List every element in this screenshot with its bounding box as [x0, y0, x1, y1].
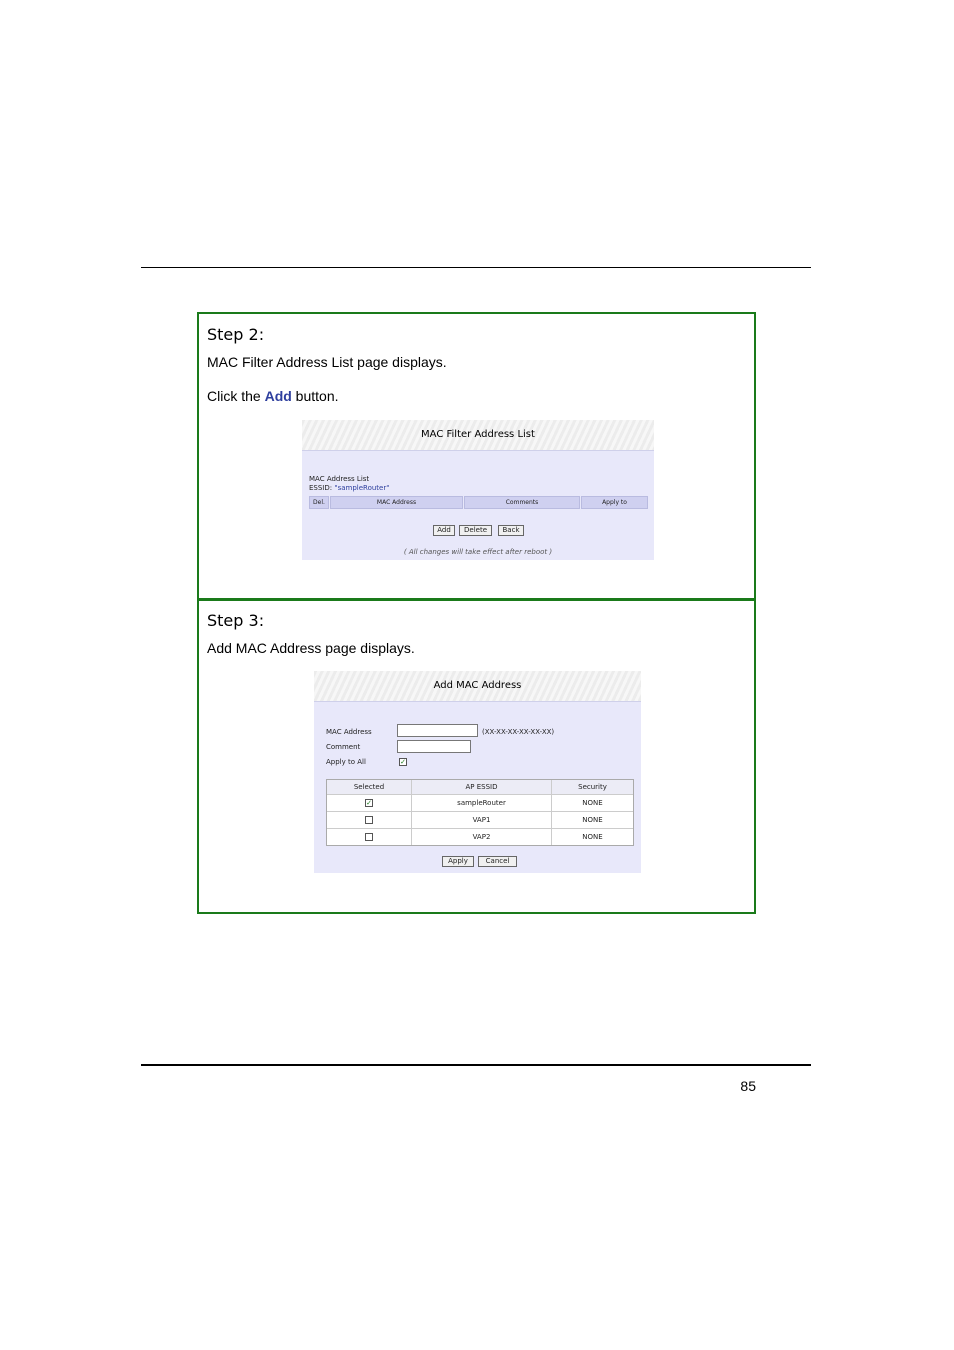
table-row	[327, 795, 633, 812]
row-security: NONE	[582, 816, 603, 824]
col-security: Security	[578, 783, 607, 791]
apply-button[interactable]: Apply	[442, 856, 474, 867]
mac-address-input[interactable]	[397, 724, 478, 737]
apply-to-all-checkbox[interactable]: ✓	[400, 758, 406, 766]
col-ap-essid: AP ESSID	[412, 780, 552, 794]
row-security: NONE	[582, 833, 603, 841]
footer-rule	[141, 1064, 811, 1066]
reboot-note: ( All changes will take effect after reboot )	[403, 548, 553, 556]
essid-line: ESSID: "sampleRouter"	[309, 484, 390, 492]
step-2-box	[197, 312, 756, 601]
row-essid: VAP1	[412, 812, 552, 828]
row-security: NONE	[582, 799, 603, 807]
step-3-description: Add MAC Address page displays.	[207, 640, 415, 656]
row-select-checkbox[interactable]: ✓	[366, 799, 372, 807]
header-rule	[141, 267, 811, 268]
delete-button[interactable]: Delete	[459, 525, 492, 536]
mac-format-hint: (XX-XX-XX-XX-XX-XX)	[482, 728, 555, 736]
col-selected: Selected	[327, 780, 412, 794]
mac-address-label: MAC Address	[326, 728, 372, 736]
step-3-box	[197, 598, 756, 914]
mac-filter-list-screenshot	[302, 420, 654, 560]
step-2-title: Step 2:	[207, 325, 265, 344]
back-button[interactable]: Back	[498, 525, 524, 536]
row-essid: VAP2	[412, 829, 552, 845]
add-keyword: Add	[264, 388, 292, 404]
step-2-instruction: Click the Add button.	[207, 388, 339, 404]
table-row	[327, 812, 633, 829]
panel-title: MAC Filter Address List	[302, 420, 654, 451]
panel-title: Add MAC Address	[314, 671, 641, 702]
row-essid: sampleRouter	[412, 795, 552, 811]
vap-table	[326, 779, 634, 846]
col-mac-address: MAC Address	[330, 496, 463, 509]
step-3-title: Step 3:	[207, 611, 265, 630]
step-2-description: MAC Filter Address List page displays.	[207, 354, 447, 370]
apply-to-all-label: Apply to All	[326, 758, 366, 766]
col-del: Del.	[309, 496, 329, 509]
table-row	[327, 829, 633, 845]
add-button[interactable]: Add	[433, 525, 455, 536]
list-table-header	[309, 496, 649, 509]
mac-address-list-label: MAC Address List	[309, 475, 370, 483]
col-comments: Comments	[464, 496, 580, 509]
row-select-checkbox[interactable]	[365, 833, 373, 841]
page-number: 85	[740, 1078, 756, 1094]
col-apply-to: Apply to	[581, 496, 648, 509]
comment-label: Comment	[326, 743, 361, 751]
row-select-checkbox[interactable]	[365, 816, 373, 824]
cancel-button[interactable]: Cancel	[478, 856, 517, 867]
add-mac-address-screenshot	[314, 671, 641, 873]
comment-input[interactable]	[397, 740, 471, 753]
table-header-row	[327, 780, 633, 795]
